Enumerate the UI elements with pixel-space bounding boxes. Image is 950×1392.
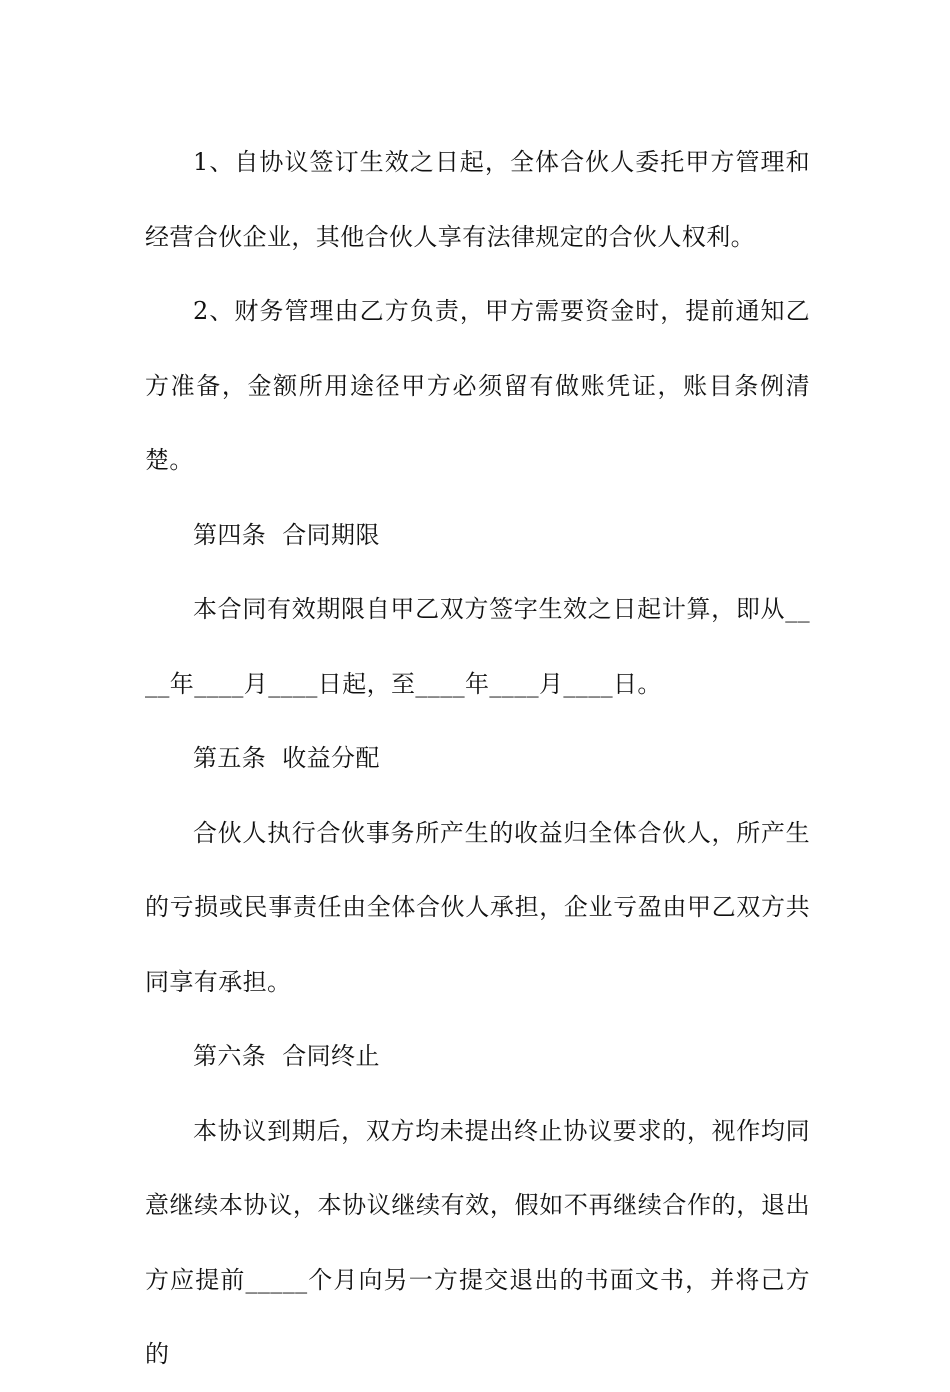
article-6-heading: 第六条 合同终止 (193, 1042, 380, 1070)
article-5-paragraph: 合伙人执行合伙事务所产生的收益归全体合伙人，所产生的亏损或民事责任由全体合伙人承担，企业亏盈由甲乙双方共同享有承担。 (145, 818, 810, 996)
article-4-heading: 第四条 合同期限 (193, 520, 380, 549)
article-5-heading: 第五条 收益分配 (193, 744, 380, 772)
article-4-paragraph: 本合同有效期限自甲乙双方签字生效之日起计算，即从____年____月____日起，至____年____月____日。 (145, 595, 810, 698)
clause-1-paragraph: 1、自协议签订生效之日起，全体合伙人委托甲方管理和经营合伙企业，其他合伙人享有法律规定的合伙人权利。 (145, 148, 810, 251)
document-body (145, 125, 810, 1392)
article-6-paragraph: 本协议到期后，双方均未提出终止协议要求的，视作均同意继续本协议，本协议继续有效，假如不再继续合作的，退出方应提前_____个月向另一方提交退出的书面文书，并将己方的 (145, 1116, 810, 1368)
clause-2-paragraph: 2、财务管理由乙方负责，甲方需要资金时，提前通知乙方准备，金额所用途径甲方必须留有做账凭证，账目条例清楚。 (145, 297, 810, 474)
